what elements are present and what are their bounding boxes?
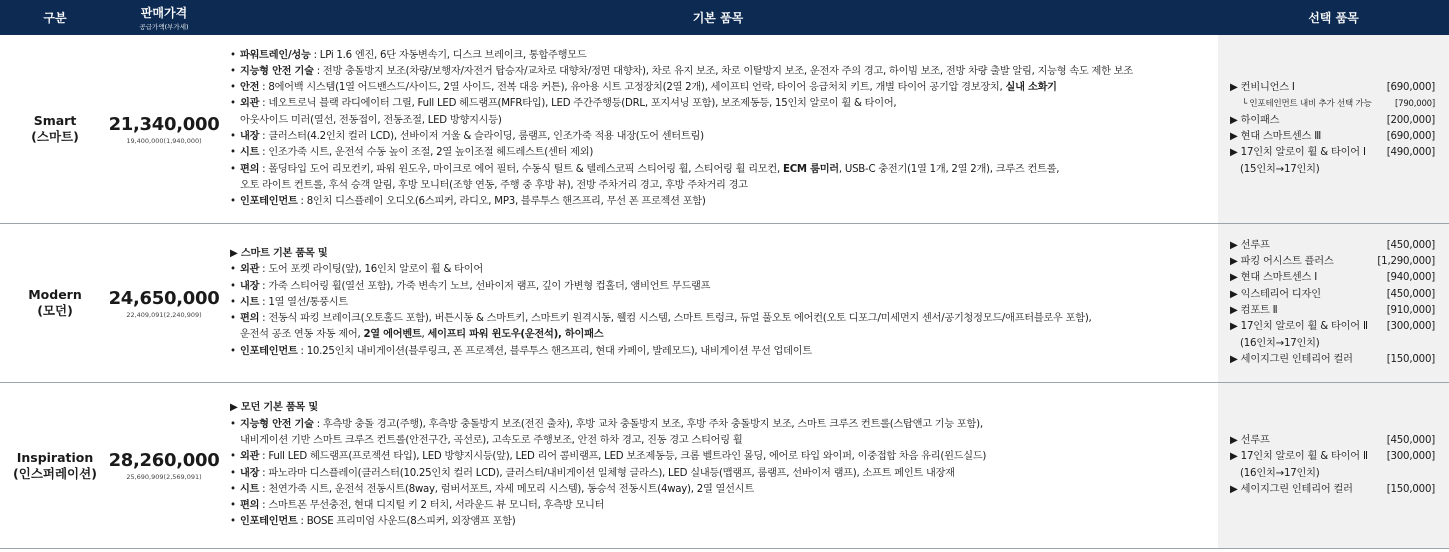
option-price: [450,000] bbox=[1386, 434, 1435, 446]
option-item bbox=[1230, 433, 1435, 449]
item-category: 안전 bbox=[240, 82, 260, 94]
item-category: 외관 bbox=[240, 98, 260, 110]
option-name: ▶ 현대 스마트센스 Ⅰ bbox=[1230, 272, 1318, 284]
option-name: ▶ 선루프 bbox=[1230, 434, 1270, 446]
basic-item bbox=[230, 311, 1218, 327]
basic-item bbox=[230, 466, 1218, 482]
option-price: [450,000] bbox=[1386, 288, 1435, 300]
trim-row bbox=[0, 383, 1449, 549]
basic-item bbox=[230, 327, 1218, 343]
item-category: ▶ 모던 기본 품목 및 bbox=[230, 402, 318, 414]
trim-price-sub: 22,409,091(2,240,909) bbox=[126, 310, 202, 319]
option-name: (16인치→17인치) bbox=[1240, 337, 1320, 349]
option-name: ▶ 17인치 알로이 휠 & 타이어 Ⅱ bbox=[1230, 451, 1368, 463]
basic-items bbox=[218, 35, 1218, 223]
option-price: [940,000] bbox=[1386, 272, 1435, 284]
bullet-icon: • bbox=[230, 280, 236, 292]
header-basic-label: 기본 품목 bbox=[692, 11, 744, 25]
option-item bbox=[1230, 162, 1435, 178]
item-text: : 천연가죽 시트, 운전석 전동시트(8way, 럼버서포트, 자세 메모리 시스템), 동승석 전동시트(4way), 2열 열선시트 bbox=[259, 483, 754, 495]
option-name: ▶ 현대 스마트센스 Ⅲ bbox=[1230, 131, 1322, 142]
item-text: : LPi 1.6 엔진, 6단 자동변속기, 디스크 브레이크, 통합주행모드 bbox=[310, 49, 587, 61]
option-item bbox=[1230, 254, 1435, 270]
item-text: : 10.25인치 내비게이션(블루링크, 폰 프로젝션, 블루투스 핸즈프리, 현대 카페이, 발레모드), 내비게이션 무선 업데이트 bbox=[297, 345, 812, 357]
trim-name bbox=[0, 35, 110, 223]
item-text: : 8인치 디스플레이 오디오(6스피커, 라디오, MP3, 블루투스 핸즈프리, 무선 폰 프로젝션 포함) bbox=[297, 196, 706, 208]
option-item bbox=[1230, 145, 1435, 161]
bullet-icon: • bbox=[230, 196, 236, 208]
item-category: 편의 bbox=[240, 500, 260, 512]
bullet-icon: • bbox=[230, 418, 236, 430]
item-text: : 1열 열선/통풍시트 bbox=[259, 296, 348, 308]
option-item bbox=[1230, 336, 1435, 352]
option-name: ▶ 17인치 알로이 휠 & 타이어 Ⅱ bbox=[1230, 321, 1368, 333]
trim-name bbox=[0, 224, 110, 382]
basic-item bbox=[230, 113, 1218, 129]
trim-name-en: Smart bbox=[33, 113, 77, 128]
option-item bbox=[1230, 352, 1435, 368]
header-options bbox=[1218, 0, 1449, 35]
bullet-icon: • bbox=[230, 264, 236, 276]
trim-name-kr: (모던) bbox=[37, 303, 73, 318]
item-category: ▶ 스마트 기본 품목 및 bbox=[230, 247, 328, 259]
item-text: 운전석 공조 연동 자동 제어, bbox=[240, 329, 364, 341]
item-text: : Full LED 헤드램프(프로젝션 타입), LED 방향지시등(앞), LED 리어 콤비램프, LED 보조제동등, 크롬 벨트라인 몰딩, 에어로 타입 와이퍼, 이중접합 차음 유리(윈드실드) bbox=[259, 451, 987, 463]
item-category: 내장 bbox=[240, 131, 260, 142]
item-text: 오토 라이트 컨트롤, 후석 승객 알림, 후방 모니터(조향 연동, 주행 중 후방 뷰), 전방 주차거리 경고, 후방 주차거리 경고 bbox=[240, 179, 748, 191]
basic-item bbox=[230, 449, 1218, 465]
bullet-icon: • bbox=[230, 98, 236, 110]
basic-item bbox=[230, 279, 1218, 295]
basic-item bbox=[230, 514, 1218, 530]
basic-item bbox=[230, 48, 1218, 64]
trim-price bbox=[110, 35, 218, 223]
option-items bbox=[1218, 35, 1449, 223]
basic-item bbox=[230, 145, 1218, 161]
trim-row bbox=[0, 35, 1449, 224]
item-category: 지능형 안전 기술 bbox=[240, 65, 314, 77]
item-category: 시트 bbox=[240, 147, 260, 159]
item-text: : 8에어백 시스템(1열 어드밴스드/사이드, 2열 사이드, 전복 대응 커튼), 유아용 시트 고정장치(2열 2개), 세이프티 언락, 타이어 응급처치 키트, 개별 타이어 공기압 경보장치, bbox=[259, 82, 1006, 94]
bullet-icon: • bbox=[230, 483, 236, 495]
basic-item bbox=[230, 344, 1218, 360]
item-text: : 폴딩타입 도어 리모컨키, 파워 윈도우, 마이크로 에어 필터, 수동식 틸트 & 텔레스코픽 스티어링 휠, 스티어링 휠 리모컨, bbox=[259, 163, 783, 175]
item-text: : 스마트폰 무선충전, 현대 디지털 키 2 터치, 서라운드 뷰 모니터, 후측방 모니터 bbox=[259, 500, 605, 512]
item-text: : 전동식 파킹 브레이크(오토홀드 포함), 버튼시동 & 스마트키, 스마트키 원격시동, 웰컴 시스템, 스마트 트렁크, 듀얼 풀오토 에어컨(오토 디포그/미세먼지 센서/공기청정모드/애프터블로우 포함), bbox=[259, 313, 1092, 325]
item-text: 아웃사이드 미러(열선, 전동접이, 전동조절, LED 방향지시등) bbox=[240, 114, 502, 126]
option-price: [150,000] bbox=[1386, 483, 1435, 495]
basic-item bbox=[230, 262, 1218, 278]
option-item bbox=[1230, 113, 1435, 129]
basic-item bbox=[230, 498, 1218, 514]
option-price: [300,000] bbox=[1386, 321, 1435, 333]
item-text: , USB-C 충전기(1열 1개, 2열 2개), 크루즈 컨트롤, bbox=[838, 163, 1060, 175]
trim-price bbox=[110, 224, 218, 382]
basic-item bbox=[230, 417, 1218, 433]
item-text: : 후측방 충돌 경고(주행), 후측방 충돌방지 보조(전진 출차), 후방 교차 충돌방지 보조, 후방 주차 충돌방지 보조, 스마트 크루즈 컨트롤(스탑앤고 기능 포함), bbox=[313, 418, 983, 430]
trim-price bbox=[110, 383, 218, 548]
trim-name-kr: (인스퍼레이션) bbox=[13, 465, 97, 481]
option-name: ▶ 익스테리어 디자인 bbox=[1230, 288, 1321, 300]
option-price: [690,000] bbox=[1386, 82, 1435, 94]
option-item bbox=[1230, 96, 1435, 112]
option-name: (16인치→17인치) bbox=[1240, 467, 1320, 479]
basic-item bbox=[230, 129, 1218, 145]
trim-price-value: 28,260,000 bbox=[108, 450, 220, 471]
trim-price-sub: 25,690,909(2,569,091) bbox=[126, 473, 202, 481]
item-category: 인포테인먼트 bbox=[240, 196, 298, 208]
item-category: 시트 bbox=[240, 296, 260, 308]
trim-name-en: Inspiration bbox=[16, 449, 94, 465]
bullet-icon: • bbox=[230, 163, 236, 175]
option-name: ▶ 파킹 어시스트 플러스 bbox=[1230, 256, 1334, 268]
item-category: 파워트레인/성능 bbox=[240, 49, 311, 61]
option-price: [490,000] bbox=[1386, 147, 1435, 159]
basic-item bbox=[230, 246, 1218, 262]
item-emphasis: 2열 에어벤트 bbox=[363, 329, 422, 341]
header-basic bbox=[218, 0, 1218, 35]
item-category: 인포테인먼트 bbox=[240, 516, 298, 528]
trim-name-kr: (스마트) bbox=[31, 129, 79, 144]
item-emphasis: 세이프티 파워 윈도우(운전석), 하이패스 bbox=[427, 329, 604, 341]
item-text: : 인조가죽 시트, 운전석 수동 높이 조절, 2열 높이조절 헤드레스트(센터 제외) bbox=[259, 147, 594, 159]
header-trim bbox=[0, 0, 110, 35]
basic-item bbox=[230, 80, 1218, 96]
option-item bbox=[1230, 482, 1435, 498]
basic-item bbox=[230, 400, 1218, 416]
option-item bbox=[1230, 287, 1435, 303]
option-items bbox=[1218, 383, 1449, 548]
option-name: ▶ 컴포트 Ⅱ bbox=[1230, 305, 1278, 316]
option-name: ▶ 17인치 알로이 휠 & 타이어 Ⅰ bbox=[1230, 147, 1366, 159]
item-category: 외관 bbox=[240, 264, 260, 276]
header-trim-label: 구분 bbox=[43, 11, 67, 25]
option-item bbox=[1230, 270, 1435, 286]
option-price: [450,000] bbox=[1386, 239, 1435, 251]
trim-row bbox=[0, 224, 1449, 383]
bullet-icon: • bbox=[230, 516, 236, 528]
item-text: : BOSE 프리미엄 사운드(8스피커, 외장앰프 포함) bbox=[297, 516, 516, 528]
option-item bbox=[1230, 303, 1435, 319]
bullet-icon: • bbox=[230, 296, 236, 308]
option-item bbox=[1230, 80, 1435, 96]
bullet-icon: • bbox=[230, 131, 236, 142]
basic-item bbox=[230, 64, 1218, 80]
option-price: [790,000] bbox=[1395, 99, 1435, 110]
option-name: └ 인포테인먼트 내비 추가 선택 가능 bbox=[1242, 99, 1372, 110]
item-category: 인포테인먼트 bbox=[240, 345, 298, 357]
item-category: 내장 bbox=[240, 280, 260, 292]
option-name: ▶ 세이지그린 인테리어 컬러 bbox=[1230, 353, 1353, 365]
bullet-icon: • bbox=[230, 49, 236, 61]
basic-item bbox=[230, 178, 1218, 194]
trim-price-value: 24,650,000 bbox=[108, 287, 220, 309]
option-item bbox=[1230, 129, 1435, 145]
item-text: : 도어 포켓 라이팅(앞), 16인치 알로이 휠 & 타이어 bbox=[259, 264, 483, 276]
item-category: 외관 bbox=[240, 451, 260, 463]
option-name: (15인치→17인치) bbox=[1240, 163, 1320, 175]
option-price: [910,000] bbox=[1386, 305, 1435, 316]
item-text: : 클러스터(4.2인치 컬러 LCD), 선바이저 거울 & 슬라이딩, 룸램프, 인조가죽 적용 내장(도어 센터트림) bbox=[259, 131, 704, 142]
bullet-icon: • bbox=[230, 313, 236, 325]
trim-name-en: Modern bbox=[28, 287, 82, 302]
option-name: ▶ 선루프 bbox=[1230, 239, 1270, 251]
item-category: 편의 bbox=[240, 313, 260, 325]
header-price-label: 판매가격 bbox=[140, 6, 188, 20]
bullet-icon: • bbox=[230, 345, 236, 357]
basic-items bbox=[218, 224, 1218, 382]
basic-items bbox=[218, 383, 1218, 548]
trim-price-sub: 19,400,000(1,940,000) bbox=[126, 136, 202, 145]
item-text: , bbox=[421, 329, 428, 341]
bullet-icon: • bbox=[230, 147, 236, 159]
bullet-icon: • bbox=[230, 82, 236, 94]
item-category: 시트 bbox=[240, 483, 260, 495]
basic-item bbox=[230, 96, 1218, 112]
option-price: [150,000] bbox=[1386, 353, 1435, 365]
header-price bbox=[110, 0, 218, 35]
bullet-icon: • bbox=[230, 65, 236, 77]
option-price: [200,000] bbox=[1386, 114, 1435, 126]
basic-item bbox=[230, 482, 1218, 498]
item-text: : 네오트로닉 블랙 라디에이터 그릴, Full LED 헤드램프(MFR타입), LED 주간주행등(DRL, 포지셔닝 포함), 보조제동등, 15인치 알로이 휠 & 타이어, bbox=[259, 98, 897, 110]
option-name: ▶ 하이패스 bbox=[1230, 114, 1280, 126]
option-item bbox=[1230, 449, 1435, 465]
table-header bbox=[0, 0, 1449, 35]
item-text: : 전방 충돌방지 보조(차량/보행자/자전거 탑승자/교차로 대향차/정면 대향차), 차로 유지 보조, 차로 이탈방지 보조, 운전자 주의 경고, 하이빔 보조, 전방 차량 출발 알림, 지능형 속도 제한 보조 bbox=[313, 65, 1133, 77]
option-price: [1,290,000] bbox=[1377, 256, 1435, 268]
option-item bbox=[1230, 466, 1435, 482]
item-text: : 파노라마 디스플레이(클러스터(10.25인치 컬러 LCD), 클러스터/내비게이션 일체형 글라스), LED 실내등(맵램프, 룸램프, 선바이저 램프), 소프트 페인트 내장재 bbox=[259, 467, 955, 479]
option-price: [300,000] bbox=[1386, 451, 1435, 463]
option-name: ▶ 컨비니언스 Ⅰ bbox=[1230, 82, 1295, 94]
item-category: 지능형 안전 기술 bbox=[240, 418, 314, 430]
item-category: 내장 bbox=[240, 467, 260, 479]
item-emphasis: 실내 소화기 bbox=[1005, 82, 1057, 94]
item-category: 편의 bbox=[240, 163, 260, 175]
option-name: ▶ 세이지그린 인테리어 컬러 bbox=[1230, 483, 1353, 495]
basic-item bbox=[230, 194, 1218, 210]
item-text: : 가죽 스티어링 휠(열선 포함), 가죽 변속기 노브, 선바이저 램프, 깊이 가변형 컵홀더, 앰비언트 무드램프 bbox=[259, 280, 711, 292]
basic-item bbox=[230, 295, 1218, 311]
header-options-label: 선택 품목 bbox=[1308, 11, 1359, 25]
bullet-icon: • bbox=[230, 500, 236, 512]
basic-item bbox=[230, 162, 1218, 178]
bullet-icon: • bbox=[230, 451, 236, 463]
basic-item bbox=[230, 433, 1218, 449]
item-emphasis: ECM 룸미러 bbox=[782, 163, 839, 175]
option-item bbox=[1230, 319, 1435, 335]
trim-price-value: 21,340,000 bbox=[108, 113, 220, 135]
option-item bbox=[1230, 238, 1435, 254]
header-price-sub: 공급가액(부가세) bbox=[139, 23, 189, 31]
option-items bbox=[1218, 224, 1449, 382]
bullet-icon: • bbox=[230, 467, 236, 479]
option-price: [690,000] bbox=[1386, 131, 1435, 142]
trim-name bbox=[0, 383, 110, 548]
item-text: 내비게이션 기반 스마트 크루즈 컨트롤(안전구간, 곡선로), 고속도로 주행보조, 안전 하차 경고, 진동 경고 스티어링 휠 bbox=[240, 434, 743, 446]
